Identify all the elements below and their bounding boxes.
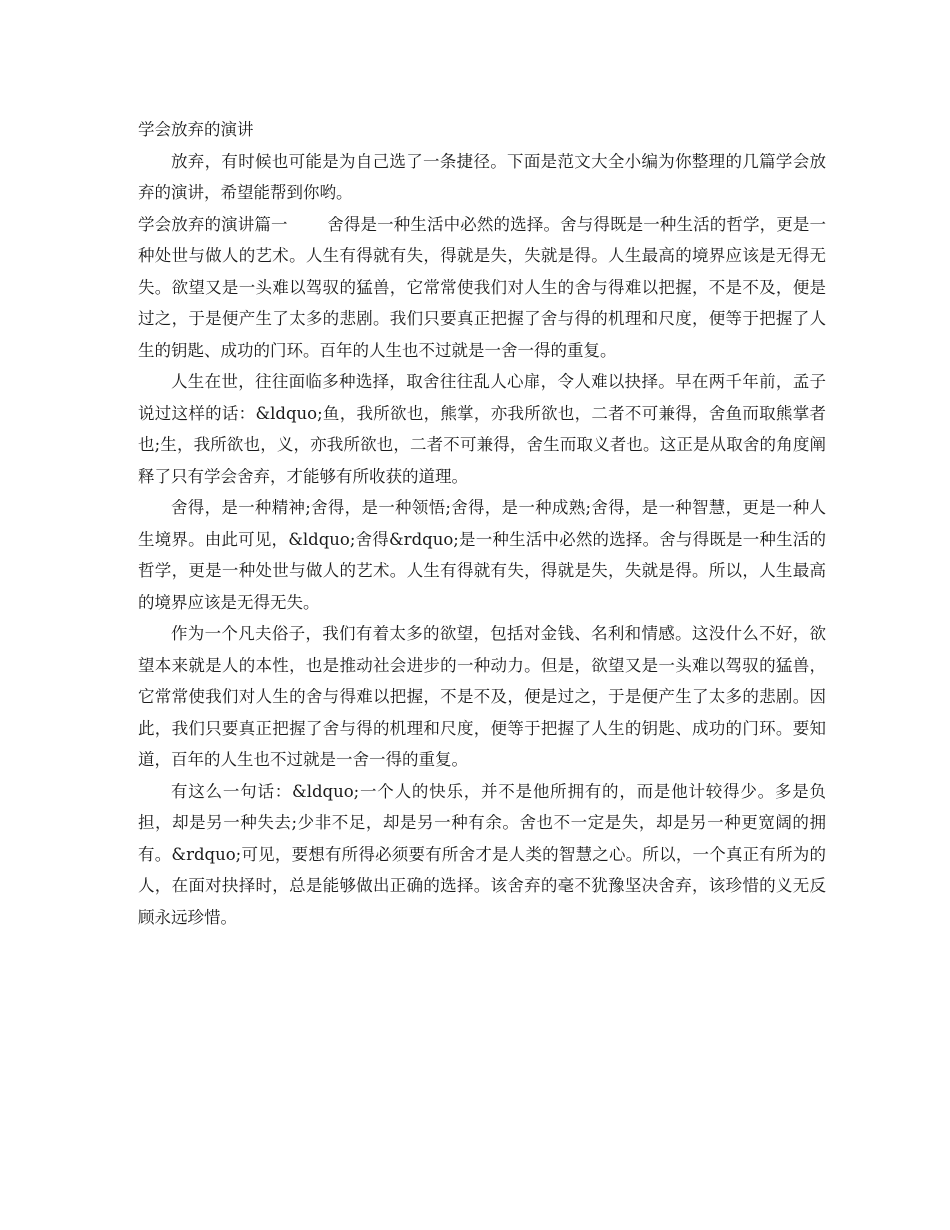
- body-paragraph: 人生在世，往往面临多种选择，取舍往往乱人心扉，令人难以抉择。早在两千年前，孟子说过这样的话：&ldquo;鱼，我所欲也，熊掌，亦我所欲也，二者不可兼得，舍鱼而取熊掌者也;生，我所欲也，义，亦我所欲也，二者不可兼得，舍生而取义者也。这正是从取舍的角度阐释了只有学会舍弃，才能够有所收获的道理。: [138, 372, 826, 486]
- section-one-paragraph: [138, 209, 826, 367]
- paragraph-text: 舍得是一种生活中必然的选择。舍与得既是一种生活的哲学，更是一种处世与做人的艺术。人生有得就有失，得就是失，失就是得。人生最高的境界应该是无得无失。欲望又是一头难以驾驭的猛兽，它常常使我们对人生的舍与得难以把握，不是不及，便是过之，于是便产生了太多的悲剧。我们只要真正把握了舍与得的机理和尺度，便等于把握了人生的钥匙、成功的门环。百年的人生也不过就是一舍一得的重复。: [138, 214, 827, 360]
- intro-paragraph: 放弃，有时候也可能是为自己选了一条捷径。下面是范文大全小编为你整理的几篇学会放弃的演讲，希望能帮到你哟。: [138, 151, 826, 202]
- section-label: 学会放弃的演讲篇一: [138, 214, 288, 234]
- body-paragraph: 有这么一句话：&ldquo;一个人的快乐，并不是他所拥有的，而是他计较得少。多是负担，却是另一种失去;少非不足，却是另一种有余。舍也不一定是失，却是另一种更宽阔的拥有。&rdquo;可见，要想有所得必须要有所舍才是人类的智慧之心。所以，一个真正有所为的人，在面对抉择时，总是能够做出正确的选择。该舍弃的毫不犹豫坚决舍弃，该珍惜的义无反顾永远珍惜。: [138, 781, 826, 927]
- document-page: [138, 114, 826, 933]
- document-title: 学会放弃的演讲: [138, 120, 254, 139]
- body-paragraph: 舍得，是一种精神;舍得，是一种领悟;舍得，是一种成熟;舍得，是一种智慧，更是一种人生境界。由此可见，&ldquo;舍得&rdquo;是一种生活中必然的选择。舍与得既是一种生活的哲学，更是一种处世与做人的艺术。人生有得就有失，得就是失，失就是得。所以，人生最高的境界应该是无得无失。: [138, 498, 826, 612]
- body-paragraph: 作为一个凡夫俗子，我们有着太多的欲望，包括对金钱、名利和情感。这没什么不好，欲望本来就是人的本性，也是推动社会进步的一种动力。但是，欲望又是一头难以驾驭的猛兽，它常常使我们对人生的舍与得难以把握，不是不及，便是过之，于是便产生了太多的悲剧。因此，我们只要真正把握了舍与得的机理和尺度，便等于把握了人生的钥匙、成功的门环。要知道，百年的人生也不过就是一舍一得的重复。: [138, 624, 826, 769]
